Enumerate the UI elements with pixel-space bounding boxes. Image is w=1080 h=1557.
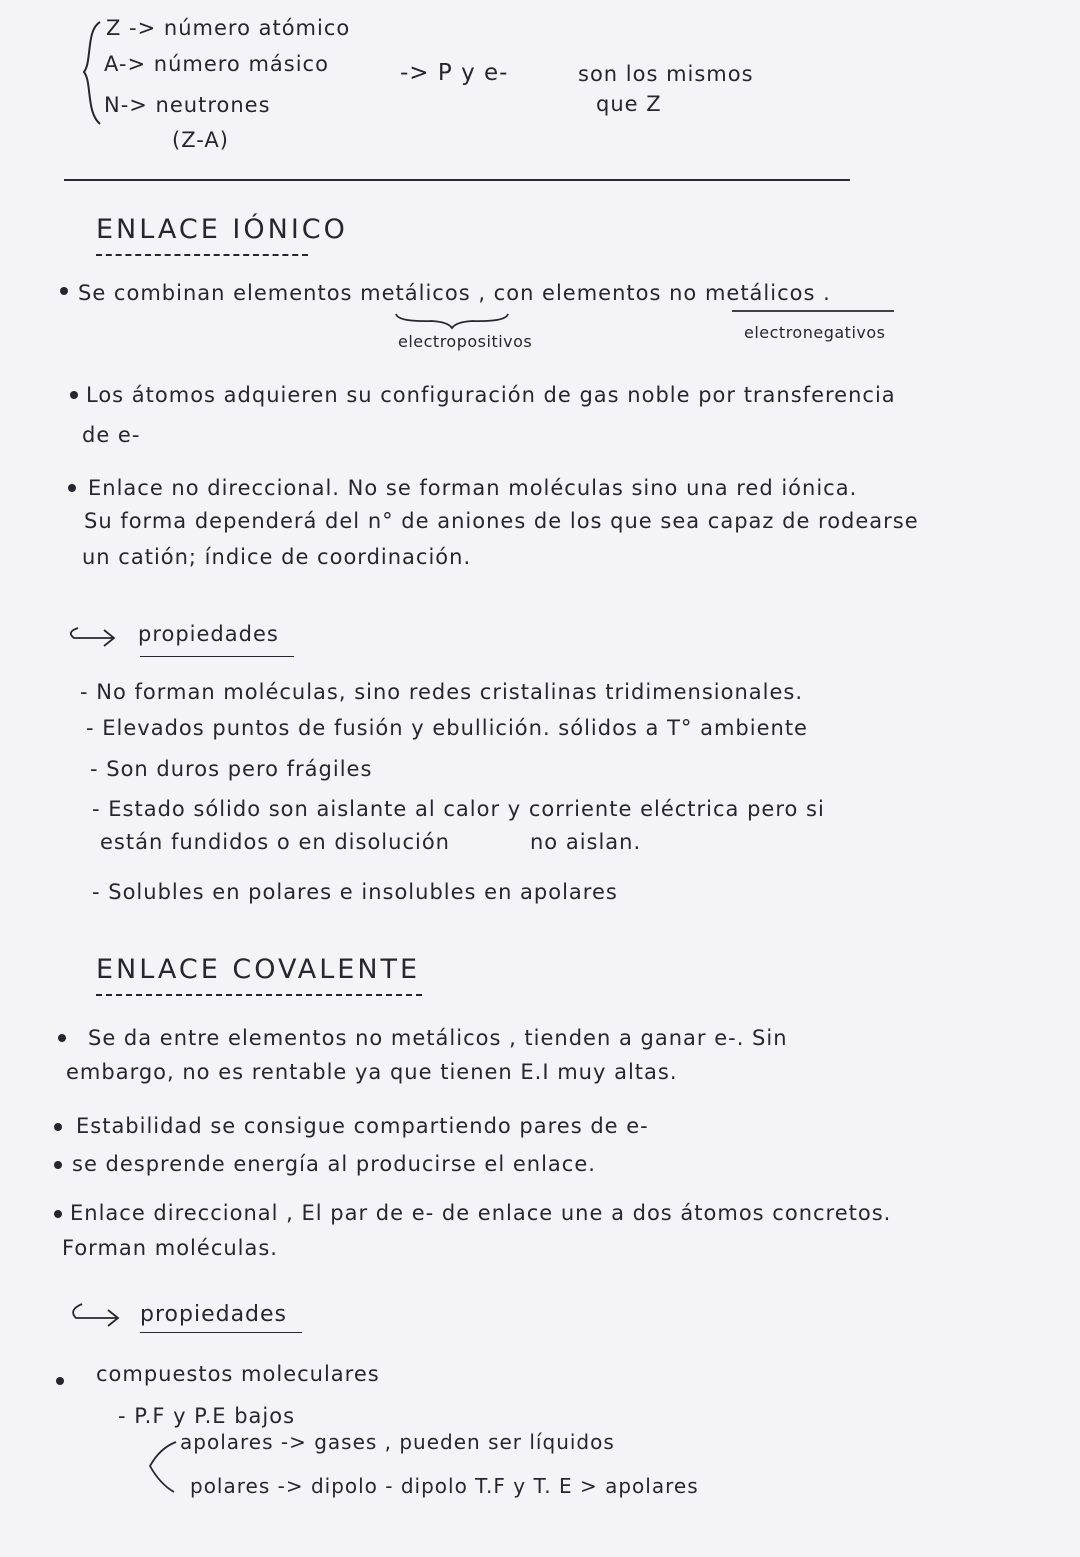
ionic-point-network-line2: Su forma dependerá del n° de aniones de los que sea capaz de rodearse (84, 509, 919, 533)
ionic-point-network-line1: Enlace no direccional. No se forman moléculas sino una red iónica. (88, 476, 858, 500)
same-as-z-line1: son los mismos (578, 62, 754, 86)
ionic-prop-insulator-line1: - Estado sólido son aislante al calor y corriente eléctrica pero si (92, 797, 825, 821)
ionic-prop-solubility: - Solubles en polares e insolubles en apolares (92, 880, 618, 904)
same-as-z-line2: que Z (596, 92, 662, 116)
ionic-prop-melting: - Elevados puntos de fusión y ebullición. sólidos a T° ambiente (86, 716, 808, 740)
covalent-properties-heading: propiedades (140, 1302, 288, 1327)
covalent-apolar-gases: apolares -> gases , pueden ser líquidos (180, 1430, 615, 1454)
ionic-prop-insulator-line2a: están fundidos o en disolución (100, 830, 450, 854)
covalent-bond-heading: ENLACE COVALENTE (96, 954, 421, 985)
ionic-bond-heading: ENLACE IÓNICO (96, 214, 348, 245)
ionic-prop-crystal: - No forman moléculas, sino redes cristalinas tridimensionales. (80, 680, 804, 704)
ionic-point-noble-gas-line2: de e- (82, 423, 141, 447)
electronegative-label: electronegativos (744, 323, 886, 342)
covalent-polar-dipole: polares -> dipolo - dipolo T.F y T. E > apolares (190, 1474, 699, 1498)
def-a: A-> número másico (104, 52, 329, 76)
covalent-point-directional-line2: Forman moléculas. (62, 1236, 278, 1260)
ionic-prop-hard: - Son duros pero frágiles (90, 757, 373, 781)
electropositive-label: electropositivos (398, 332, 533, 351)
covalent-molecular-compounds: compuestos moleculares (96, 1362, 380, 1386)
ionic-properties-heading: propiedades (138, 622, 279, 646)
covalent-point-nonmetals-line2: embargo, no es rentable ya que tienen E.I muy altas. (66, 1060, 678, 1084)
def-z: Z -> número atómico (106, 16, 351, 40)
covalent-low-melting: - P.F y P.E bajos (118, 1404, 296, 1428)
ionic-point-noble-gas-line1: Los átomos adquieren su configuración de gas noble por transferencia (86, 383, 896, 407)
ionic-point-network-line3: un catión; índice de coordinación. (82, 545, 472, 569)
ionic-prop-insulator-line2b: no aislan. (530, 830, 642, 854)
covalent-point-stability: Estabilidad se consigue compartiendo pares de e- (76, 1114, 649, 1138)
covalent-point-energy: se desprende energía al producirse el enlace. (72, 1152, 596, 1176)
covalent-point-nonmetals-line1: Se da entre elementos no metálicos , tienden a ganar e-. Sin (88, 1026, 788, 1050)
p-e-arrow: -> P y e- (400, 60, 509, 86)
covalent-point-directional-line1: Enlace direccional , El par de e- de enlace une a dos átomos concretos. (70, 1201, 892, 1225)
ionic-point-elements: Se combinan elementos metálicos , con elementos no metálicos . (78, 281, 831, 305)
def-n: N-> neutrones (104, 93, 271, 117)
def-za: (Z-A) (172, 128, 229, 152)
